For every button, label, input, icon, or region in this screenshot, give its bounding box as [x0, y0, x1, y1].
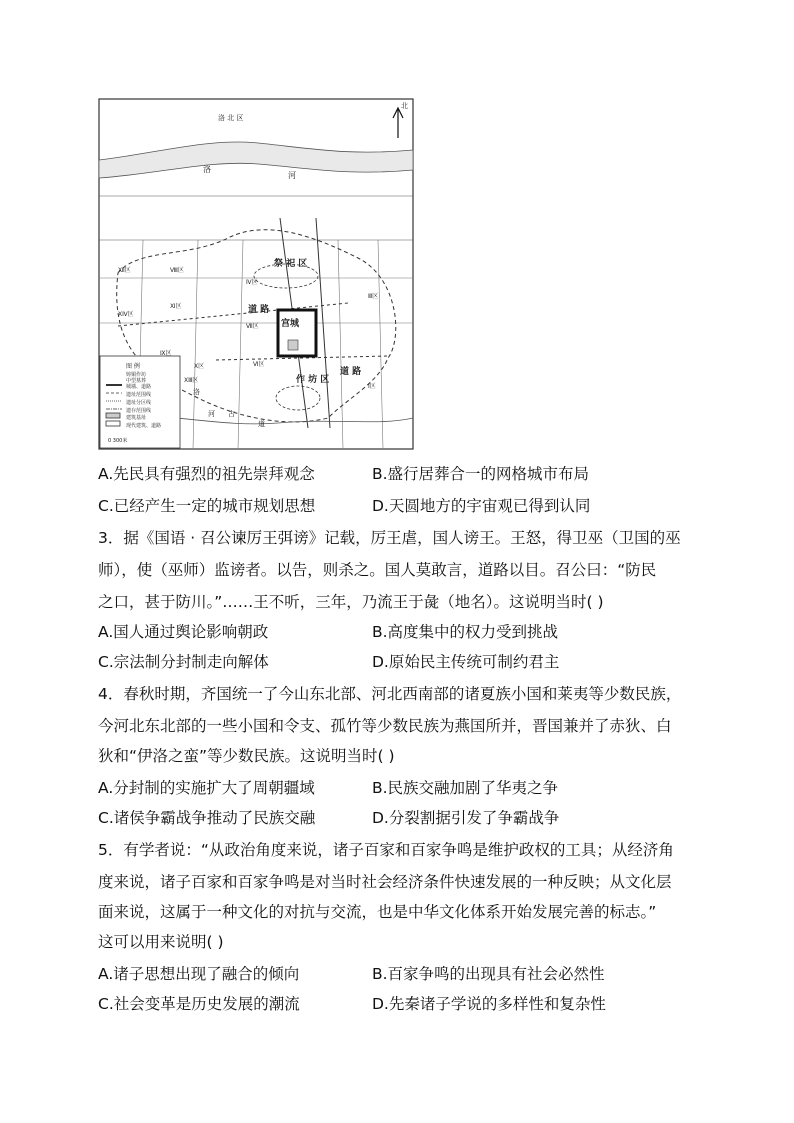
q2-option-b: B.盛行居葬合一的网格城市布局	[372, 465, 590, 483]
map-bottom-label: 洛	[193, 388, 200, 396]
legend-item: 遗存范围线	[126, 408, 152, 414]
legend-item: 城墙、道路	[126, 384, 152, 390]
q2-option-a: A.先民具有强烈的祖先崇拜观念	[98, 465, 315, 483]
map-river-char: 洛	[203, 165, 211, 174]
map-bottom-label: 道	[258, 420, 265, 428]
q4-stem-line: 狄和“伊洛之蛮”等少数民族。这说明当时( )	[98, 747, 395, 765]
district-label: Ⅰ区	[368, 383, 376, 390]
q5-stem-line: 面来说，这属于一种文化的对抗与交流，也是中华文化体系开始发展完善的标志。”	[98, 903, 657, 921]
site-map-figure	[98, 98, 414, 450]
district-label: Ⅳ区	[246, 279, 258, 286]
map-bottom-label: 古	[228, 410, 235, 418]
q4-stem-line: 4．春秋时期，齐国统一了今山东北部、河北西南部的诸夏族小国和莱夷等少数民族，	[98, 685, 682, 703]
q5-option-a: A.诸子思想出现了融合的倾向	[98, 965, 300, 983]
sacrifice-zone-label: 祭 祀 区	[274, 259, 308, 269]
q3-option-b: B.高度集中的权力受到挑战	[372, 623, 559, 641]
district-label: Ⅹ区	[194, 363, 205, 370]
district-label: Ⅷ区	[170, 267, 184, 274]
q5-stem-line: 这可以用来说明( )	[98, 933, 224, 951]
district-label: Ⅺ区	[170, 303, 182, 310]
district-label: Ⅵ区	[253, 361, 265, 368]
legend-item: 遗址分区线	[126, 400, 152, 406]
q4-option-a: A.分封制的实施扩大了周朝疆域	[98, 779, 315, 797]
q2-option-d: D.天圆地方的宇宙观已得到认同	[372, 497, 591, 515]
district-label: ⅩⅢ区	[184, 377, 199, 384]
district-label: Ⅲ区	[368, 293, 379, 300]
q4-option-b: B.民族交融加剧了华夷之争	[372, 779, 559, 797]
map-river-char: 河	[288, 171, 296, 180]
q4-option-d: D.分裂割据引发了争霸战争	[372, 809, 560, 827]
legend-item: 遗址范围线	[126, 392, 152, 398]
legend-item: 建筑基址	[126, 415, 147, 421]
q5-option-c: C.社会变革是历史发展的潮流	[98, 995, 300, 1013]
district-label: Ⅶ区	[246, 323, 259, 330]
road-label: 道 路	[248, 305, 270, 315]
workshop-label: 作 坊 区	[296, 375, 330, 385]
q3-option-c: C.宗法制分封制走向解体	[98, 653, 269, 671]
q3-stem-line: 3．据《国语 · 召公谏厉王弭谤》记载，厉王虐，国人谤王。王怒，得卫巫（卫国的巫	[98, 529, 681, 547]
legend-item: 现代建筑、道路	[126, 423, 162, 429]
q5-option-b: B.百家争鸣的出现具有社会必然性	[372, 965, 605, 983]
legend-title: 图 例	[126, 363, 140, 370]
q5-stem-line: 度来说，诸子百家和百家争鸣是对当时社会经济条件快速发展的一种反映；从文化层	[98, 873, 672, 891]
district-label: Ⅻ区	[118, 267, 131, 274]
q3-stem-line: 师），使（巫师）监谤者。以告，则杀之。国人莫敢言，道路以目。召公曰：“防民	[98, 561, 657, 579]
q3-option-a: A.国人通过舆论影响朝政	[98, 623, 269, 641]
legend-item: 中型墓葬	[126, 378, 147, 384]
map-bottom-label: 河	[208, 410, 215, 418]
north-label: 北	[401, 102, 408, 110]
district-label: Ⅸ区	[160, 350, 172, 357]
map-region-label: 洛 北 区	[218, 114, 244, 122]
scale-label: 0 300米	[108, 438, 128, 444]
legend-item: 铸铜作坊	[126, 372, 147, 378]
q2-option-c: C.已经产生一定的城市规划思想	[98, 497, 316, 515]
q4-option-c: C.诸侯争霸战争推动了民族交融	[98, 809, 316, 827]
road-label: 道 路	[340, 367, 362, 377]
district-label: ⅩⅣ区	[118, 311, 134, 318]
q3-stem-line: 之口，甚于防川。”……王不听，三年，乃流王于彘（地名）。这说明当时( )	[98, 593, 604, 611]
palace-label: 宫城	[281, 319, 300, 329]
q5-option-d: D.先秦诸子学说的多样性和复杂性	[372, 995, 606, 1013]
q5-stem-line: 5．有学者说：“从政治角度来说，诸子百家和百家争鸣是维护政权的工具；从经济角	[98, 841, 674, 859]
q3-option-d: D.原始民主传统可制约君主	[372, 653, 560, 671]
q4-stem-line: 今河北东北部的一些小国和令支、孤竹等少数民族为燕国所并，晋国兼并了赤狄、白	[98, 717, 672, 735]
